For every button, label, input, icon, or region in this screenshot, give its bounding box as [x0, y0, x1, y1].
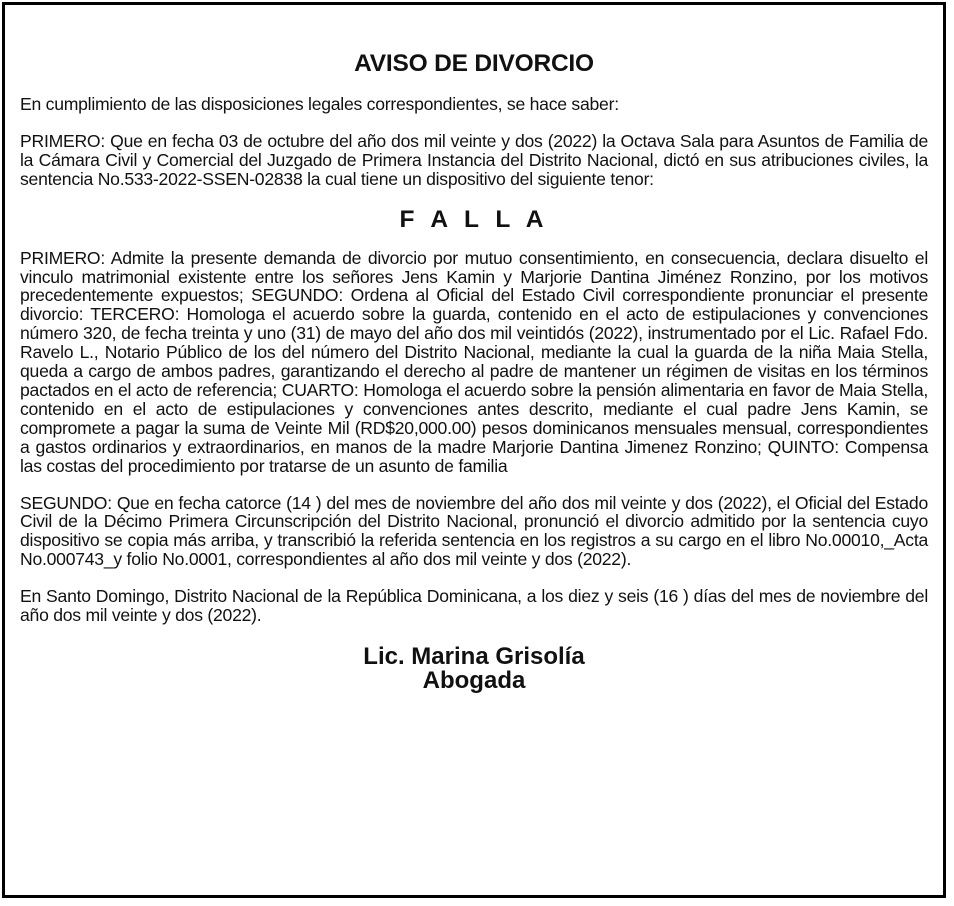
notice-title: AVISO DE DIVORCIO: [354, 50, 594, 77]
falla-paragraph: PRIMERO: Admite la presente demanda de divorcio por mutuo consentimiento, en consecuencia, declara disuelto el vinculo matrimonial existente entre los señores Jens Kamin y Marjorie Dantina Jiménez Ronzino, por los motivos precedentemente expuestos; SEGUNDO: Ordena al Oficial del Estado Civil correspondiente pronunciar el presente divorcio: TERCERO: Homologa el acuerdo sobre la guarda, contenido en el acto de estipulaciones y convenciones número 320, de fecha treinta y uno (31) de mayo del año dos mil veintidós (2022), instrumentado por el Lic. Rafael Fdo. Ravelo L., Notario Público de los del número del Distrito Nacional, mediante la cual la guarda de la niña Maia Stella, queda a cargo de ambos padres, garantizando el derecho al padre de mantener un régimen de visitas en los términos pactados en el acto de referencia; CUARTO: Homologa el acuerdo sobre la pensión alimentaria en favor de Maia Stella, contenido en el acto de estipulaciones y convenciones antes descrito, mediante el cual padre Jens Kamin, se compromete a pagar la suma de Veinte Mil (RD$20,000.00) pesos dominicanos mensuales mensual, correspondientes a gastos ordinarios y extraordinarios, en manos de la madre Marjorie Dantina Jimenez Ronzino; QUINTO: Compensa las costas del procedimiento por tratarse de un asunto de familia: [20, 247, 928, 476]
falla-heading: F A L L A: [399, 205, 549, 233]
signature-name: Lic. Marina Grisolía: [363, 642, 585, 670]
signature-role: Abogada: [422, 666, 526, 694]
closing-paragraph: En Santo Domingo, Distrito Nacional de la República Dominicana, a los diez y seis (16 ) días del mes de noviembre del año dos mil veinte y dos (2022).: [20, 586, 928, 626]
divorce-notice: [2, 2, 946, 898]
notice-body: [20, 49, 928, 693]
intro-paragraph: En cumplimiento de las disposiciones legales correspondientes, se hace saber:: [20, 94, 619, 114]
primero-paragraph: PRIMERO: Que en fecha 03 de octubre del año dos mil veinte y dos (2022) la Octava Sala para Asuntos de Familia de la Cámara Civil y Comercial del Juzgado de Primera Instancia del Distrito Nacional, dictó en sus atribuciones civiles, la sentencia No.533-2022-SSEN-02838 la cual tiene un dispositivo del siguiente tenor:: [20, 130, 928, 189]
segundo-paragraph: SEGUNDO: Que en fecha catorce (14 ) del mes de noviembre del año dos mil veinte y dos (2022), el Oficial del Estado Civil de la Décimo Primera Circunscripción del Distrito Nacional, pronunció el divorcio admitido por la sentencia cuyo dispositivo se copia más arriba, y transcribió la referida sentencia en los registros a su cargo en el libro No.00010,_Acta No.000743_y folio No.0001, correspondientes al año dos mil veinte y dos (2022).: [20, 492, 928, 570]
